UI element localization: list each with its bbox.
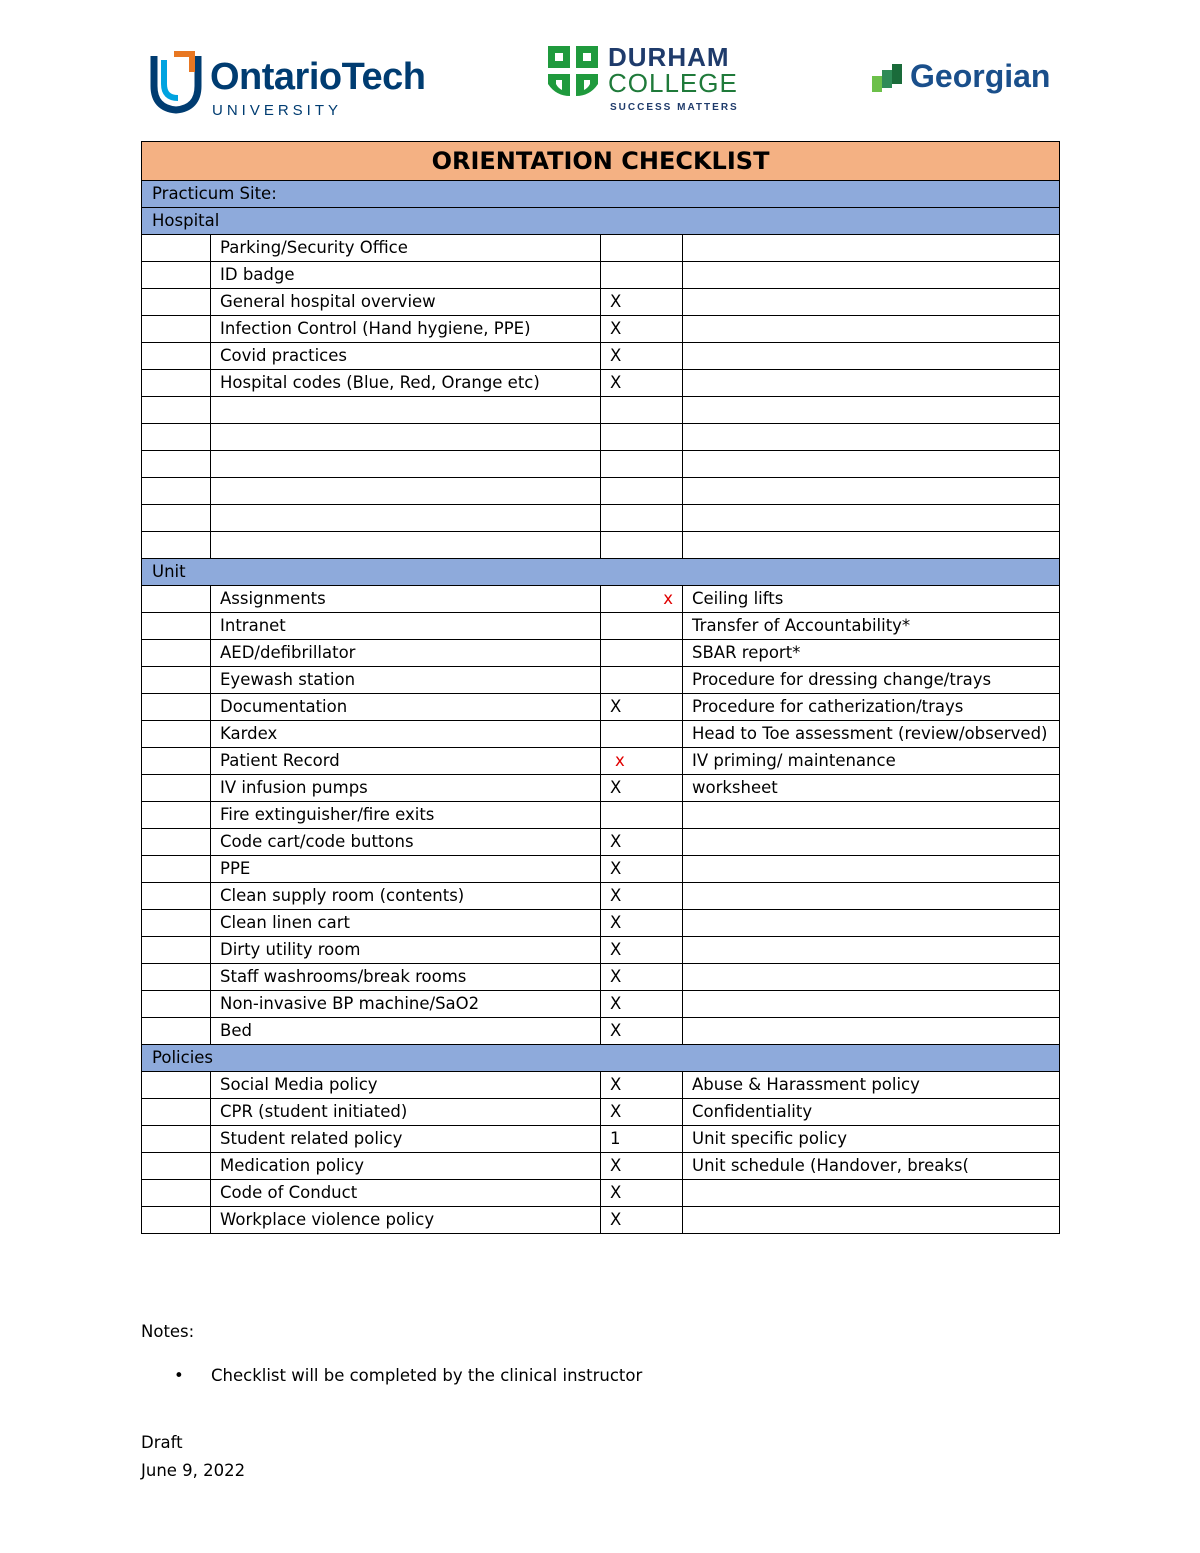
table-row (142, 640, 1060, 667)
additional-item: Procedure for catherization/trays (683, 694, 1060, 721)
additional-item (683, 532, 1060, 559)
table-row (142, 1180, 1060, 1207)
row-check-cell (142, 343, 211, 370)
additional-item (683, 424, 1060, 451)
additional-item: Abuse & Harassment policy (683, 1072, 1060, 1099)
row-check-cell (142, 910, 211, 937)
additional-item (683, 1018, 1060, 1045)
table-row (142, 829, 1060, 856)
row-check-cell (142, 370, 211, 397)
checklist-title: ORIENTATION CHECKLIST (142, 142, 1060, 181)
orientation-checklist-table (141, 141, 1060, 1234)
checklist-item: ID badge (211, 262, 601, 289)
table-row (142, 1018, 1060, 1045)
completion-mark: X (601, 829, 683, 856)
row-check-cell (142, 937, 211, 964)
completion-mark: X (601, 883, 683, 910)
completion-mark (601, 478, 683, 505)
checklist-item (211, 505, 601, 532)
checklist-item (211, 424, 601, 451)
completion-mark: X (601, 1018, 683, 1045)
additional-item: Unit specific policy (683, 1126, 1060, 1153)
completion-mark: 1 (601, 1126, 683, 1153)
additional-item: Transfer of Accountability* (683, 613, 1060, 640)
additional-item (683, 235, 1060, 262)
row-check-cell (142, 1126, 211, 1153)
table-row (142, 316, 1060, 343)
section-header-unit (142, 559, 1060, 586)
checklist-item: Clean linen cart (211, 910, 601, 937)
completion-mark: X (601, 370, 683, 397)
completion-mark: X (601, 1207, 683, 1234)
completion-mark (601, 451, 683, 478)
completion-mark (601, 262, 683, 289)
checklist-item: Non-invasive BP machine/SaO2 (211, 991, 601, 1018)
additional-item (683, 451, 1060, 478)
row-check-cell (142, 478, 211, 505)
completion-mark: X (601, 964, 683, 991)
additional-item (683, 991, 1060, 1018)
table-row (142, 262, 1060, 289)
table-row (142, 478, 1060, 505)
table-row (142, 802, 1060, 829)
table-row (142, 1153, 1060, 1180)
completion-mark: X (601, 910, 683, 937)
checklist-item (211, 478, 601, 505)
row-check-cell (142, 991, 211, 1018)
table-row (142, 667, 1060, 694)
row-check-cell (142, 856, 211, 883)
completion-mark: X (601, 1099, 683, 1126)
checklist-item: PPE (211, 856, 601, 883)
additional-item (683, 478, 1060, 505)
ontario-tech-sub: UNIVERSITY (212, 102, 343, 119)
table-row (142, 856, 1060, 883)
completion-mark (601, 613, 683, 640)
table-row (142, 991, 1060, 1018)
row-check-cell (142, 721, 211, 748)
notes-label: Notes: (141, 1322, 195, 1341)
checklist-item: Code of Conduct (211, 1180, 601, 1207)
additional-item: Confidentiality (683, 1099, 1060, 1126)
additional-item (683, 505, 1060, 532)
table-row (142, 1099, 1060, 1126)
table-row (142, 370, 1060, 397)
table-row (142, 586, 1060, 613)
checklist-item: Hospital codes (Blue, Red, Orange etc) (211, 370, 601, 397)
table-row (142, 532, 1060, 559)
row-check-cell (142, 235, 211, 262)
table-row (142, 748, 1060, 775)
additional-item (683, 856, 1060, 883)
checklist-item: Infection Control (Hand hygiene, PPE) (211, 316, 601, 343)
row-check-cell (142, 451, 211, 478)
georgian-wordmark: Georgian (910, 58, 1051, 94)
ontario-tech-shield-icon (148, 50, 204, 114)
row-check-cell (142, 775, 211, 802)
additional-item: Procedure for dressing change/trays (683, 667, 1060, 694)
completion-mark: X (601, 1180, 683, 1207)
durham-line2: COLLEGE (608, 68, 738, 98)
ontario-tech-wordmark: OntarioTech (210, 56, 426, 98)
completion-mark (601, 424, 683, 451)
completion-mark (601, 721, 683, 748)
additional-item (683, 1180, 1060, 1207)
checklist-item: CPR (student initiated) (211, 1099, 601, 1126)
practicum-row (142, 181, 1060, 208)
title-row (142, 142, 1060, 181)
additional-item (683, 829, 1060, 856)
checklist-item: Student related policy (211, 1126, 601, 1153)
completion-mark: X (601, 991, 683, 1018)
table-row (142, 343, 1060, 370)
additional-item: Ceiling lifts (683, 586, 1060, 613)
additional-item (683, 964, 1060, 991)
ontario-tech-logo (148, 48, 448, 123)
checklist-item: Patient Record (211, 748, 601, 775)
georgian-mark-icon (870, 60, 906, 96)
additional-item (683, 802, 1060, 829)
additional-item: SBAR report* (683, 640, 1060, 667)
additional-item (683, 397, 1060, 424)
georgian-logo (870, 56, 1060, 106)
checklist-item (211, 451, 601, 478)
additional-item (683, 262, 1060, 289)
durham-college-logo (544, 42, 744, 117)
section-header-policies (142, 1045, 1060, 1072)
document-date: June 9, 2022 (141, 1461, 246, 1480)
completion-mark (601, 532, 683, 559)
row-check-cell (142, 289, 211, 316)
row-check-cell (142, 694, 211, 721)
completion-mark (601, 667, 683, 694)
additional-item: Unit schedule (Handover, breaks( (683, 1153, 1060, 1180)
table-row (142, 964, 1060, 991)
checklist-item: Bed (211, 1018, 601, 1045)
practicum-site-label: Practicum Site: (142, 181, 1060, 208)
additional-item (683, 910, 1060, 937)
table-row (142, 721, 1060, 748)
row-check-cell (142, 667, 211, 694)
table-row (142, 289, 1060, 316)
additional-item (683, 289, 1060, 316)
durham-tagline: SUCCESS MATTERS (610, 102, 739, 113)
durham-shield-icon (546, 44, 600, 114)
checklist-item: General hospital overview (211, 289, 601, 316)
table-row (142, 910, 1060, 937)
row-check-cell (142, 586, 211, 613)
completion-mark (601, 235, 683, 262)
table-row (142, 1207, 1060, 1234)
row-check-cell (142, 316, 211, 343)
section-label: Policies (142, 1045, 1060, 1072)
completion-mark (601, 802, 683, 829)
checklist-item (211, 397, 601, 424)
table-row (142, 694, 1060, 721)
completion-mark: x (601, 586, 683, 613)
completion-mark (601, 397, 683, 424)
draft-status: Draft (141, 1433, 183, 1452)
completion-mark (601, 505, 683, 532)
checklist-item: Covid practices (211, 343, 601, 370)
checklist-item: Code cart/code buttons (211, 829, 601, 856)
row-check-cell (142, 964, 211, 991)
logo-bar (140, 40, 1060, 120)
row-check-cell (142, 1207, 211, 1234)
completion-mark: X (601, 775, 683, 802)
table-row (142, 235, 1060, 262)
additional-item (683, 937, 1060, 964)
additional-item (683, 370, 1060, 397)
checklist-item: Fire extinguisher/fire exits (211, 802, 601, 829)
row-check-cell (142, 748, 211, 775)
additional-item (683, 316, 1060, 343)
checklist-item: Workplace violence policy (211, 1207, 601, 1234)
completion-mark: X (601, 694, 683, 721)
table-row (142, 397, 1060, 424)
table-row (142, 505, 1060, 532)
row-check-cell (142, 640, 211, 667)
durham-line1: DURHAM (608, 42, 730, 72)
checklist-item: Kardex (211, 721, 601, 748)
completion-mark: X (601, 289, 683, 316)
table-row (142, 775, 1060, 802)
table-row (142, 1126, 1060, 1153)
checklist-item: Dirty utility room (211, 937, 601, 964)
row-check-cell (142, 1099, 211, 1126)
completion-mark: X (601, 937, 683, 964)
row-check-cell (142, 1018, 211, 1045)
row-check-cell (142, 1072, 211, 1099)
section-label: Hospital (142, 208, 1060, 235)
additional-item: worksheet (683, 775, 1060, 802)
row-check-cell (142, 505, 211, 532)
row-check-cell (142, 802, 211, 829)
checklist-item: Intranet (211, 613, 601, 640)
row-check-cell (142, 262, 211, 289)
completion-mark: X (601, 856, 683, 883)
row-check-cell (142, 1180, 211, 1207)
checklist-item: Clean supply room (contents) (211, 883, 601, 910)
checklist-item: Eyewash station (211, 667, 601, 694)
completion-mark: x (601, 748, 683, 775)
note-bullet: Checklist will be completed by the clinical instructor (211, 1366, 643, 1385)
completion-mark: X (601, 316, 683, 343)
checklist-item: IV infusion pumps (211, 775, 601, 802)
completion-mark: X (601, 343, 683, 370)
section-label: Unit (142, 559, 1060, 586)
checklist-item: Parking/Security Office (211, 235, 601, 262)
checklist-item: Documentation (211, 694, 601, 721)
row-check-cell (142, 1153, 211, 1180)
table-row (142, 451, 1060, 478)
additional-item: IV priming/ maintenance (683, 748, 1060, 775)
completion-mark: X (601, 1072, 683, 1099)
row-check-cell (142, 829, 211, 856)
checklist-body (142, 142, 1060, 1234)
checklist-item: AED/defibrillator (211, 640, 601, 667)
table-row (142, 883, 1060, 910)
row-check-cell (142, 532, 211, 559)
table-row (142, 1072, 1060, 1099)
row-check-cell (142, 613, 211, 640)
table-row (142, 613, 1060, 640)
additional-item (683, 1207, 1060, 1234)
checklist-item: Staff washrooms/break rooms (211, 964, 601, 991)
additional-item (683, 343, 1060, 370)
row-check-cell (142, 883, 211, 910)
section-header-hospital (142, 208, 1060, 235)
additional-item: Head to Toe assessment (review/observed) (683, 721, 1060, 748)
table-row (142, 937, 1060, 964)
row-check-cell (142, 397, 211, 424)
table-row (142, 424, 1060, 451)
bullet-dot-icon: • (174, 1366, 184, 1385)
additional-item (683, 883, 1060, 910)
checklist-item: Assignments (211, 586, 601, 613)
checklist-item: Medication policy (211, 1153, 601, 1180)
checklist-item (211, 532, 601, 559)
row-check-cell (142, 424, 211, 451)
checklist-item: Social Media policy (211, 1072, 601, 1099)
completion-mark (601, 640, 683, 667)
completion-mark: X (601, 1153, 683, 1180)
